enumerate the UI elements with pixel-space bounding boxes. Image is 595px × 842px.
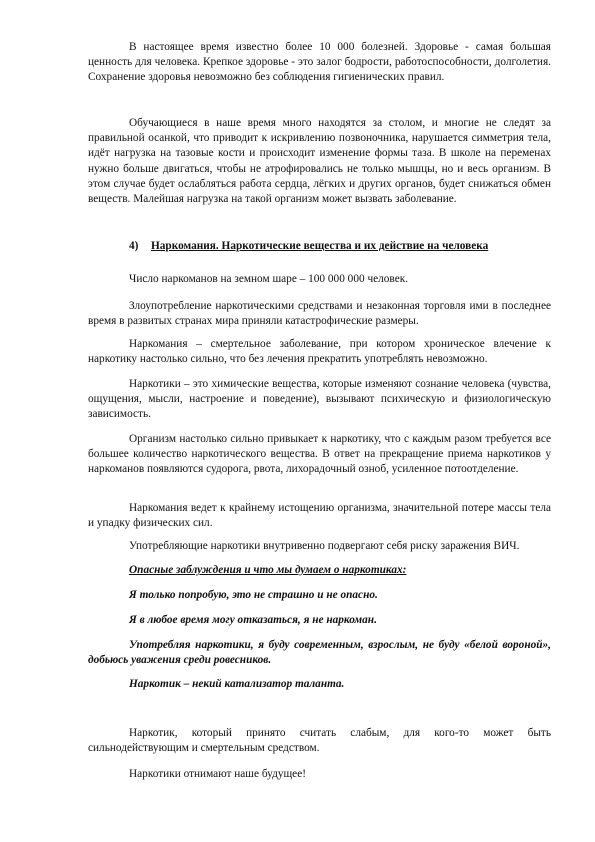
paragraph-health-intro: В настоящее время известно более 10 000 болезней. Здоровье - самая большая ценность для человека. Крепкое здоровье - это залог бодрости, работоспособности, долголетия. Сохранение здоровья невозможно без соблюдения гигиенических правил.	[88, 41, 551, 84]
section-heading	[129, 239, 551, 254]
paragraph-abuse: Злоупотребление наркотическими средствами и незаконная торговля ими в последнее время в развитых странах мира приняли катастрофические размеры.	[88, 300, 551, 328]
paragraph-weak-drugs: Наркотик, который принято считать слабым, для кого-то может быть сильнодействующим и смертельным средством.	[88, 727, 551, 755]
misconception-2: Я в любое время могу отказаться, я не наркоман.	[129, 614, 377, 626]
paragraph-closing: Наркотики отнимают наше будущее!	[129, 768, 306, 780]
misconceptions-heading: Опасные заблуждения и что мы думаем о наркотиках:	[129, 564, 407, 576]
paragraph-hiv: Употребляющие наркотики внутривенно подвергают себя риску заражения ВИЧ.	[129, 540, 520, 552]
paragraph-drugs-definition: Наркотики – это химические вещества, которые изменяют сознание человека (чувства, ощущения, мысли, настроение и поведение), вызывают психическую и физиологическую зависимость.	[88, 378, 551, 421]
misconception-4: Наркотик – некий катализатор таланта.	[129, 678, 345, 690]
section-title: Наркомания. Наркотические вещества и их действие на человека	[151, 240, 489, 252]
misconception-3: Употребляя наркотики, я буду современным, взрослым, не буду «белой вороной», добьюсь уважения среди ровесников.	[88, 639, 551, 667]
paragraph-exhaustion: Наркомания ведет к крайнему истощению организма, значительной потере массы тела и упадку физических сил.	[88, 502, 551, 530]
section-number: 4)	[129, 240, 139, 252]
misconception-1: Я только попробую, это не страшно и не опасно.	[129, 589, 378, 601]
paragraph-addict-count: Число наркоманов на земном шаре – 100 000 000 человек.	[129, 273, 409, 285]
paragraph-tolerance: Организм настолько сильно привыкает к наркотику, что с каждым разом требуется все большее количество наркотического вещества. В ответ на прекращение приема наркотиков у наркоманов появляются судорога, рвота, лихорадочный озноб, усиленное потоотделение.	[88, 433, 551, 476]
paragraph-posture: Обучающиеся в наше время много находятся за столом, и многие не следят за правильной осанкой, что приводит к искривлению позвоночника, нарушается симметрия тела, идёт нагрузка на тазовые кости и происходит изменение формы таза. В школе на переменах нужно больше двигаться, чтобы не атрофировались не только мышцы, но и весь организм. В этом случае будет ослабляться работа сердца, лёгких и других органов, будет снижаться обмен веществ. Малейшая нагрузка на такой организм может вызвать заболевание.	[88, 117, 551, 206]
paragraph-addiction-definition: Наркомания – смертельное заболевание, при котором хроническое влечение к наркотику настолько сильно, что без лечения прекратить употреблять невозможно.	[88, 338, 551, 366]
